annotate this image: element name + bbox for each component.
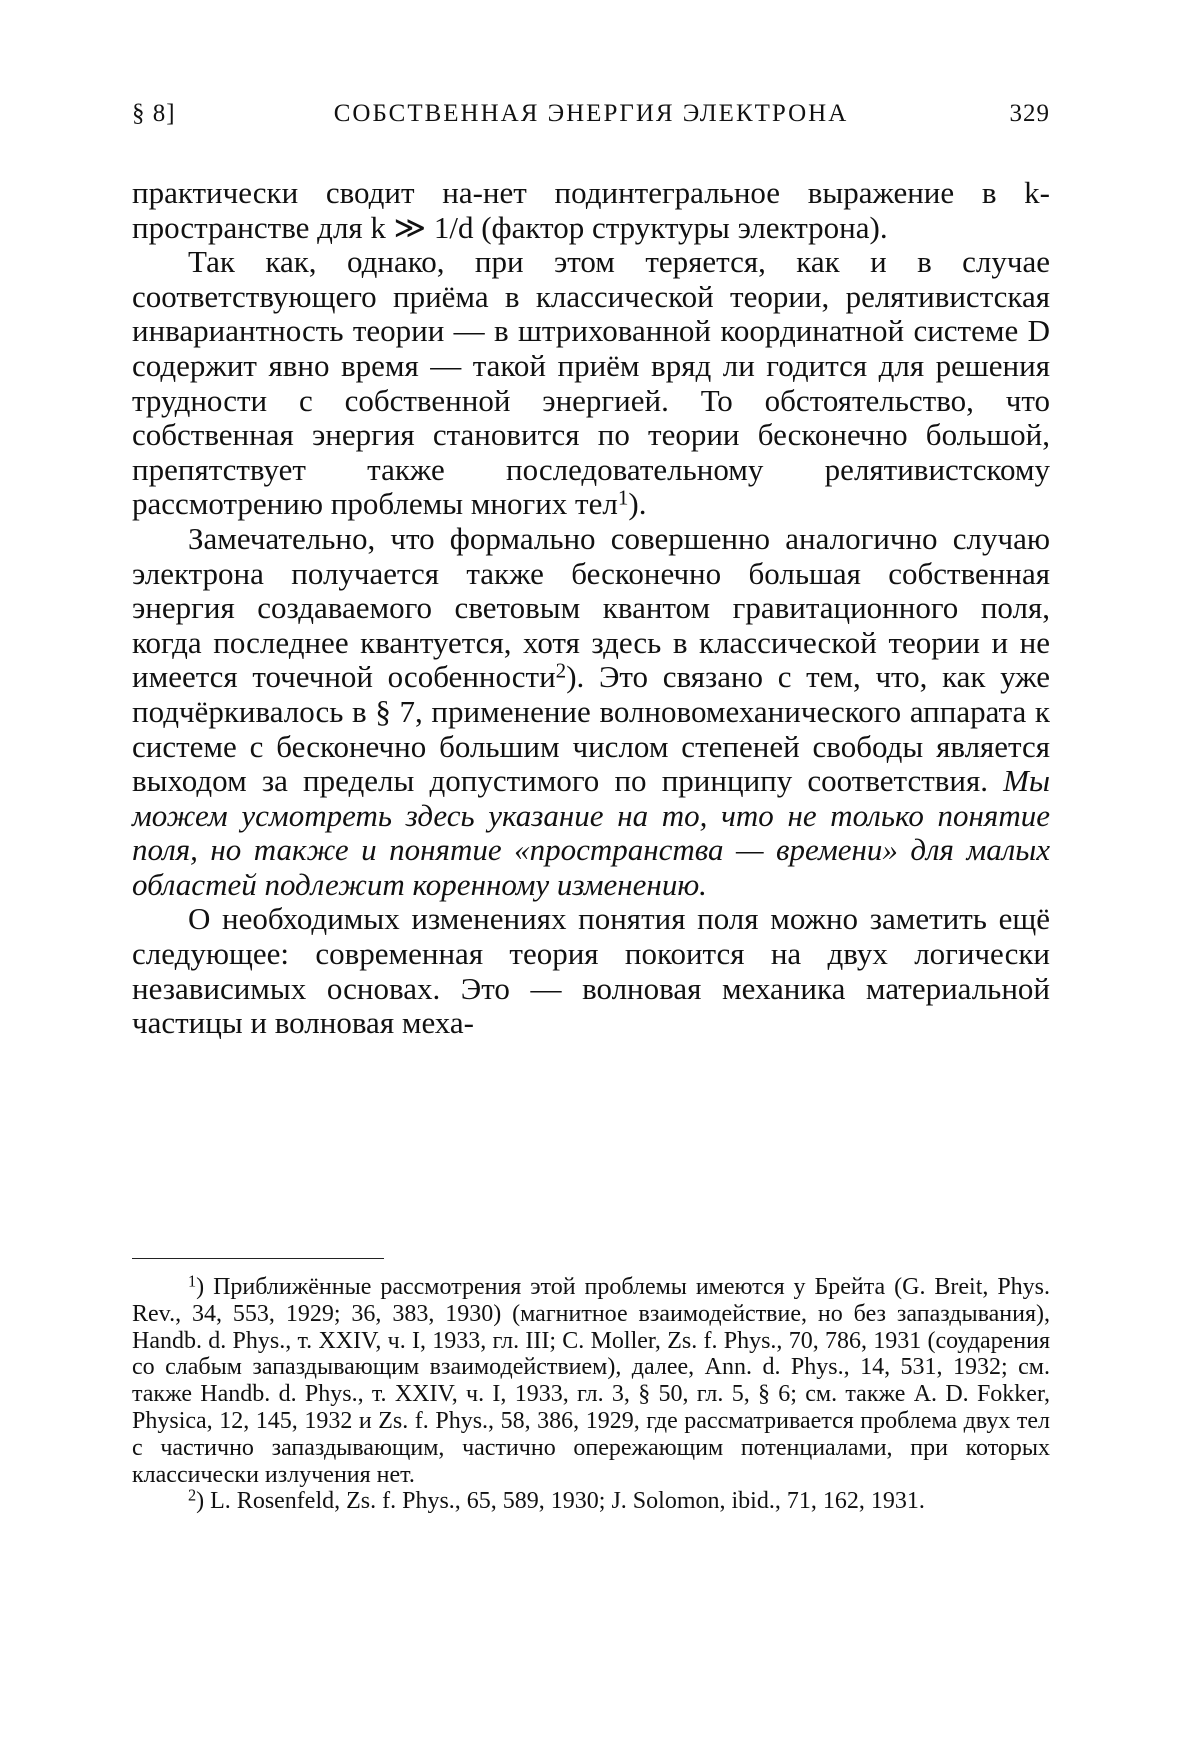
footnote-marker: 2: [188, 1486, 197, 1506]
main-text: [132, 176, 1050, 1041]
paragraph-text: Так как, однако, при этом теряется, как и в случае соответствующего приёма в классической теории, релятивистская инвариантность теории — в штрихованной координатной системе D содержит явно время — такой приём вряд ли годится для решения трудности с собственной энергией. То обстоятельство, что собственная энергия становится по теории бесконечно большой, препятствует также последовательному релятивистскому рассмотрению проблемы многих тел: [132, 244, 1050, 522]
footnote-1: [132, 1271, 1050, 1488]
paragraph-text-continued: ). Это связано с тем, что, как уже подчёркивалось в § 7, применение волновомеханического аппарата к системе с бесконечно большим числом степеней свободы является выходом за пределы допустимого по принципу соответствия.: [132, 659, 1051, 799]
paragraph: [132, 176, 1050, 245]
emphasized-text: Мы можем усмотреть здесь указание на то, что не только понятие поля, но также и понятие «пространства — времени» для малых областей подлежит коренному изменению.: [132, 763, 1050, 902]
section-number: § 8]: [132, 100, 176, 127]
footnote-divider: [132, 1258, 384, 1259]
paragraph: [132, 245, 1050, 522]
paragraph-text-end: ).: [628, 486, 647, 522]
footnote-reference: 1: [617, 485, 629, 510]
footnote-text: ) L. Rosenfeld, Zs. f. Phys., 65, 589, 1930; J. Solomon, ibid., 71, 162, 1931.: [196, 1488, 925, 1515]
footnote-2: [132, 1488, 1050, 1515]
page-number: 329: [1009, 100, 1050, 127]
footnote-text: ) Приближённые рассмотрения этой проблемы имеются у Брейта (G. Breit, Phys. Rev., 34, 553, 1929; 36, 383, 1930) (магнитное взаимодействие, но без запаздывания), Handb. d. Phys., т. XXIV, ч. I, 1933, гл. III; C. Moller, Zs. f. Phys., 70, 786, 1931 (соударения со слабым запаздывающим взаимодействием), далее, Ann. d. Phys., 14, 531, 1932; см. также Handb. d. Phys., т. XXIV, ч. I, 1933, гл. 3, § 50, гл. 5, § 6; см. также A. D. Fokker, Physica, 12, 145, 1932 и Zs. f. Phys., 58, 386, 1929, где рассматривается проблема двух тел с частично запаздывающим, частично опережающим потенциалами, при которых классически излучения нет.: [132, 1274, 1050, 1488]
paragraph-text: Замечательно, что формально совершенно аналогично случаю электрона получается также бесконечно большая собственная энергия создаваемого световым квантом гравитационного поля, когда последнее квантуется, хотя здесь в классической теории и не имеется точечной особенности: [132, 520, 1050, 695]
footnote-reference: 2: [555, 658, 567, 683]
paragraph: [132, 902, 1050, 1040]
running-head: [132, 100, 1050, 140]
paragraph-text: практически сводит на-нет подинтегральное выражение в k-пространстве для k ≫ 1/d (фактор структуры электрона).: [132, 175, 1050, 245]
paragraph-text: О необходимых изменениях понятия поля можно заметить ещё следующее: современная теория покоится на двух логически независимых основах. Это — волновая механика материальной частицы и волновая меха-: [132, 901, 1050, 1041]
footnote-marker: 1: [188, 1271, 197, 1291]
footnotes: [132, 1271, 1050, 1515]
paragraph: [132, 522, 1050, 903]
chapter-title: СОБСТВЕННАЯ ЭНЕРГИЯ ЭЛЕКТРОНА: [333, 100, 849, 127]
